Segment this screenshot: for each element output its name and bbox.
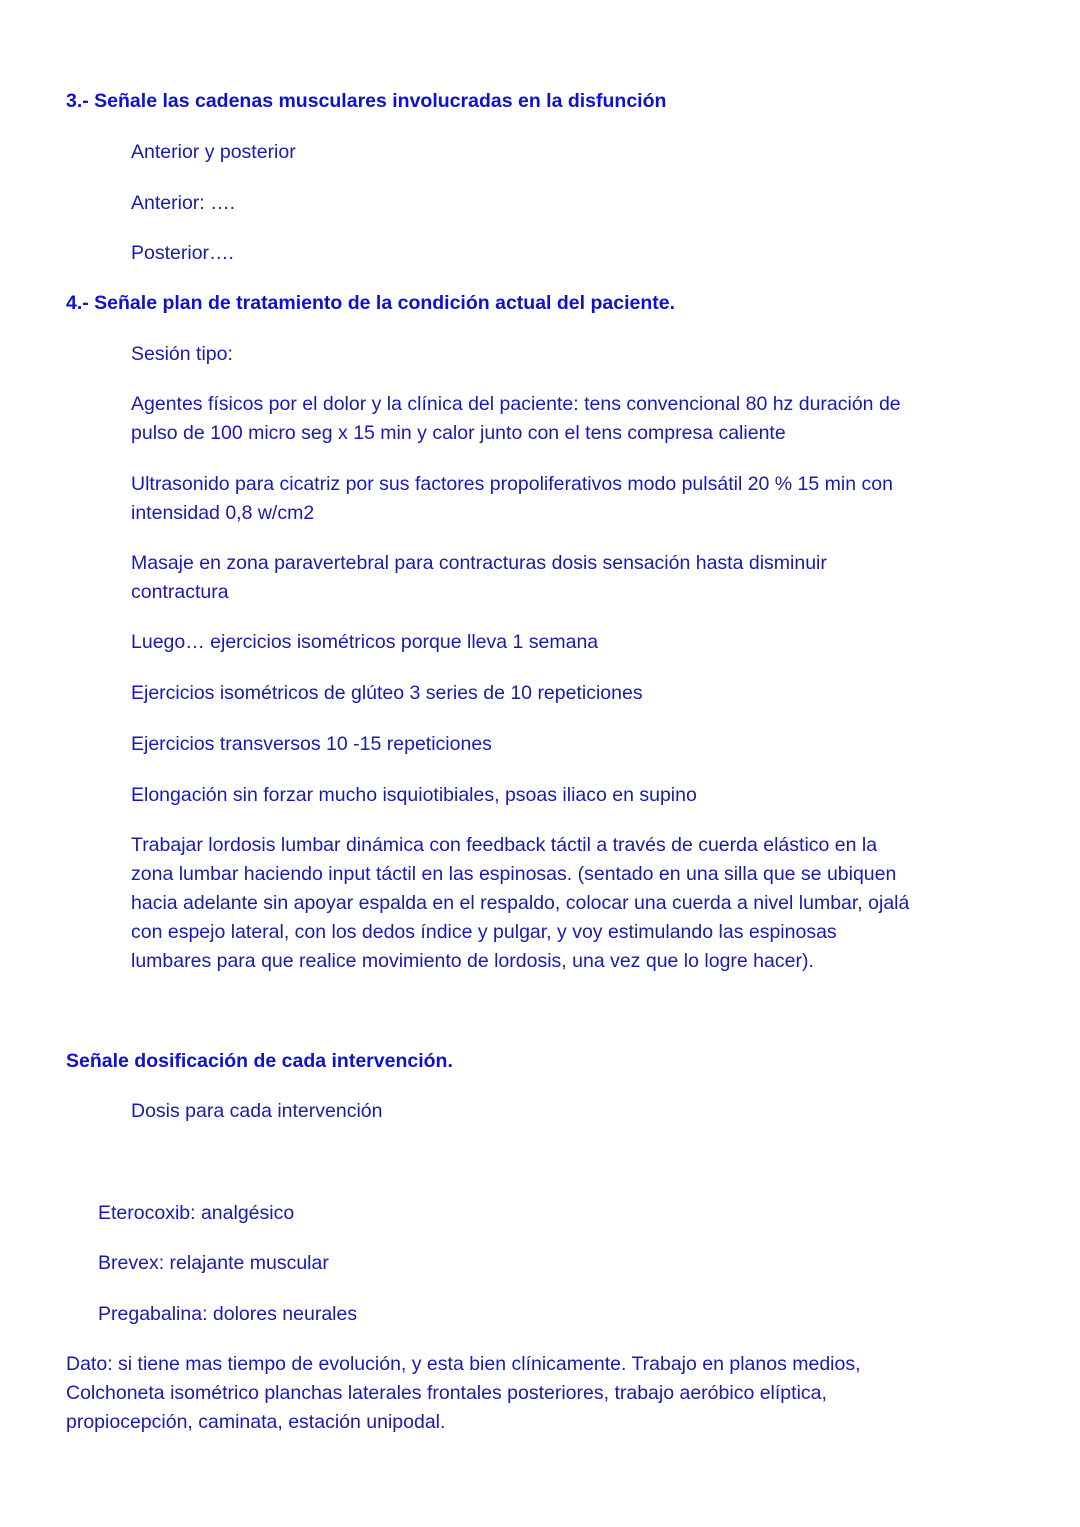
session-label: Sesión tipo: <box>131 343 233 365</box>
drug-item: Brevex: relajante muscular <box>98 1252 329 1274</box>
treatment-paragraph <box>131 390 901 448</box>
dosage-subtitle: Dosis para cada intervención <box>131 1100 383 1122</box>
text-line: Colchoneta isométrico planchas laterales frontales posteriores, trabajo aeróbico elíptica, <box>66 1382 827 1404</box>
text-line: hacia adelante sin apoyar espalda en el respaldo, colocar una cuerda a nivel lumbar, ojalá <box>131 892 910 914</box>
treatment-paragraph <box>131 831 909 976</box>
treatment-paragraph <box>131 549 827 607</box>
section-4-heading: 4.- Señale plan de tratamiento de la condición actual del paciente. <box>66 292 675 314</box>
text-line: pulso de 100 micro seg x 15 min y calor junto con el tens compresa caliente <box>131 422 786 444</box>
section-3-heading: 3.- Señale las cadenas musculares involucradas en la disfunción <box>66 90 667 112</box>
note-paragraph <box>66 1350 861 1437</box>
text-line: Dato: si tiene mas tiempo de evolución, y esta bien clínicamente. Trabajo en planos medios, <box>66 1353 861 1375</box>
treatment-paragraph <box>131 628 598 657</box>
text-line: propiocepción, caminata, estación unipodal. <box>66 1411 446 1433</box>
chain-item: Posterior…. <box>131 242 234 264</box>
drug-item: Eterocoxib: analgésico <box>98 1202 295 1224</box>
treatment-paragraph <box>131 781 697 810</box>
text-line: Masaje en zona paravertebral para contracturas dosis sensación hasta disminuir <box>131 552 827 574</box>
text-line: zona lumbar haciendo input táctil en las espinosas. (sentado en una silla que se ubiquen <box>131 863 897 885</box>
chain-item: Anterior: …. <box>131 192 236 214</box>
text-line: Ejercicios transversos 10 -15 repeticiones <box>131 733 492 755</box>
text-line: Elongación sin forzar mucho isquiotibiales, psoas iliaco en supino <box>131 784 697 806</box>
text-line: Ejercicios isométricos de glúteo 3 series de 10 repeticiones <box>131 682 643 704</box>
treatment-paragraph <box>131 730 492 759</box>
text-line: Ultrasonido para cicatriz por sus factores propoliferativos modo pulsátil 20 % 15 min con <box>131 473 893 495</box>
chain-item: Anterior y posterior <box>131 141 296 163</box>
text-line: intensidad 0,8 w/cm2 <box>131 502 315 524</box>
text-line: lumbares para que realice movimiento de lordosis, una vez que lo logre hacer). <box>131 950 814 972</box>
treatment-paragraph <box>131 679 643 708</box>
text-line: contractura <box>131 581 229 603</box>
drug-item: Pregabalina: dolores neurales <box>98 1303 358 1325</box>
text-line: Trabajar lordosis lumbar dinámica con feedback táctil a través de cuerda elástico en la <box>131 834 878 856</box>
text-line: Agentes físicos por el dolor y la clínica del paciente: tens convencional 80 hz duración de <box>131 393 901 415</box>
treatment-paragraph <box>131 470 893 528</box>
text-line: con espejo lateral, con los dedos índice y pulgar, y voy estimulando las espinosas <box>131 921 837 943</box>
dosage-heading: Señale dosificación de cada intervención. <box>66 1050 453 1072</box>
text-line: Luego… ejercicios isométricos porque lleva 1 semana <box>131 631 599 653</box>
